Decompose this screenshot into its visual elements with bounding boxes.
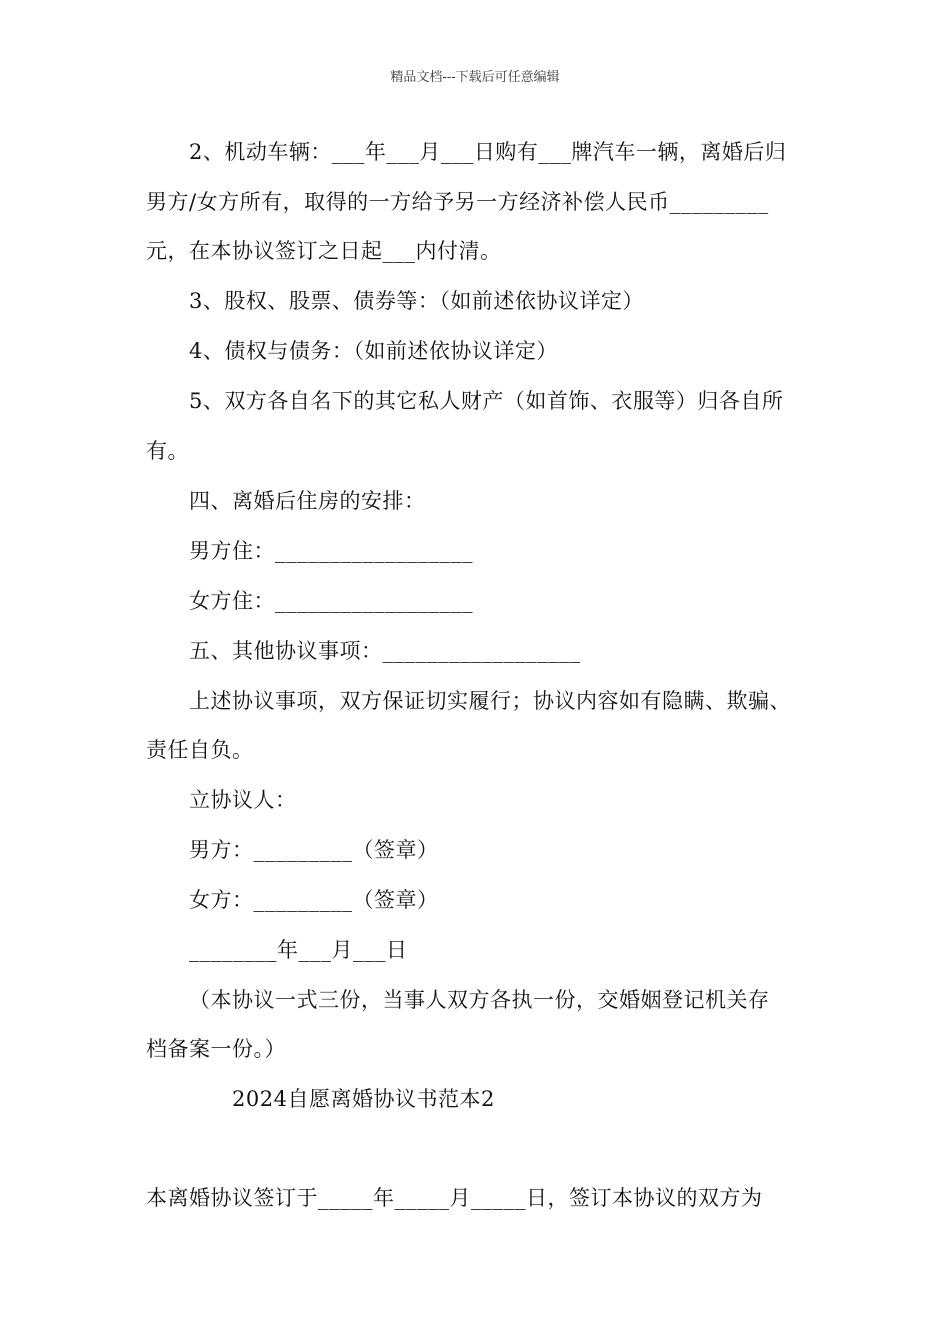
paragraph-vehicle: 2、机动车辆：___年___月___日购有___牌汽车一辆，离婚后归 [189, 140, 787, 164]
date-line: ________年___月___日 [189, 938, 408, 962]
page-header: 精品文档---下载后可任意编辑 [390, 70, 560, 85]
paragraph-debt: 4、债权与债务：（如前述依协议详定） [189, 339, 558, 363]
paragraph-equity: 3、股权、股票、债券等：（如前述依协议详定） [189, 289, 644, 313]
section-title-sample-2: 2024自愿离婚协议书范本2 [232, 1087, 495, 1111]
housing-male-line: 男方住：__________________ [189, 539, 473, 563]
paragraph-personal-property: 5、双方各自名下的其它私人财产（如首饰、衣服等）归各自所 [189, 389, 784, 413]
section-other-matters: 五、其他协议事项：__________________ [189, 639, 581, 663]
paragraph-personal-property-end: 有。 [146, 439, 189, 463]
paragraph-guarantee-end: 责任自负。 [146, 738, 254, 762]
paragraph-copies: （本协议一式三份，当事人双方各执一份，交婚姻登记机关存 [189, 988, 770, 1012]
signature-male-line: 男方：_________（签章） [189, 838, 439, 862]
housing-female-line: 女方住：__________________ [189, 589, 473, 613]
paragraph-guarantee: 上述协议事项，双方保证切实履行；协议内容如有隐瞒、欺骗、 [189, 689, 791, 713]
signatories-label: 立协议人： [189, 788, 297, 812]
paragraph-vehicle-cont: 男方/女方所有，取得的一方给予另一方经济补偿人民币_________ [146, 190, 769, 214]
paragraph-vehicle-end: 元，在本协议签订之日起___内付清。 [146, 239, 502, 263]
signature-female-line: 女方：_________（签章） [189, 888, 439, 912]
section-housing-heading: 四、离婚后住房的安排： [189, 489, 426, 513]
paragraph-copies-end: 档备案一份。） [146, 1037, 286, 1061]
paragraph-agreement-date: 本离婚协议签订于_____年_____月_____日，签订本协议的双方为 [146, 1186, 763, 1210]
